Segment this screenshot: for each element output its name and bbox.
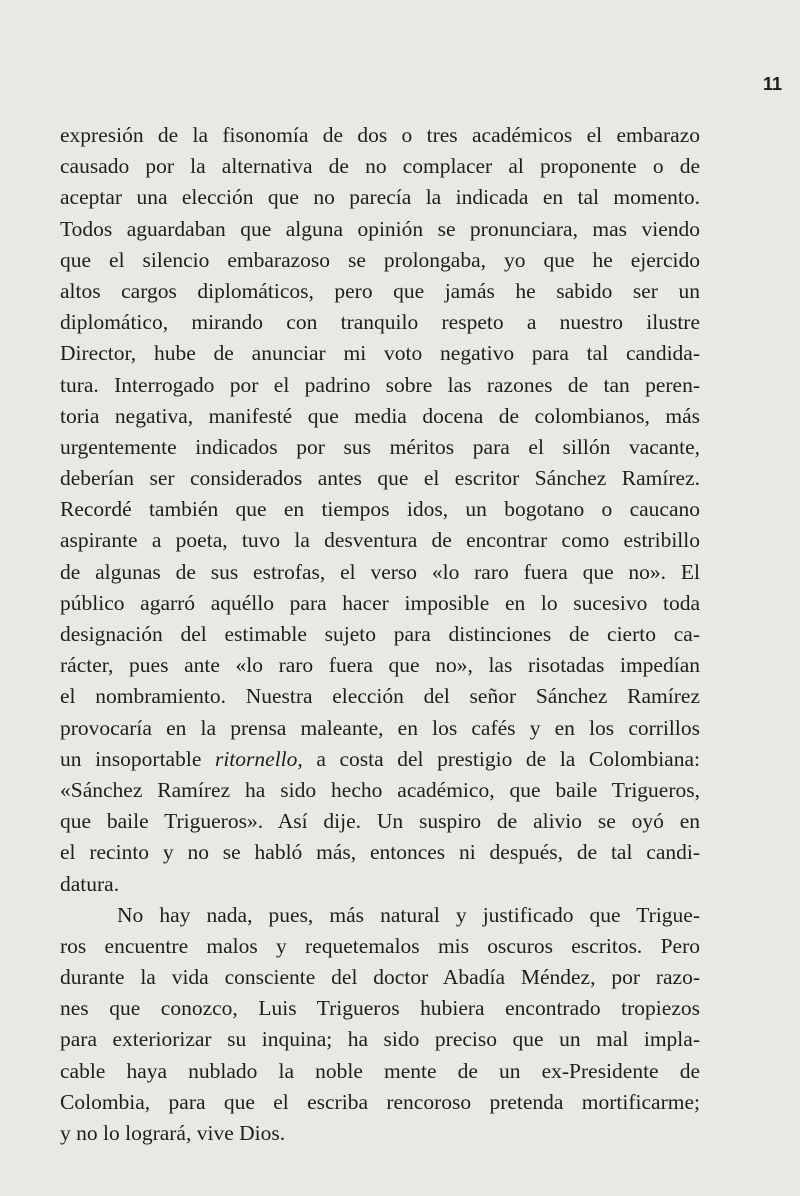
text-line: datura.	[60, 871, 120, 896]
text-line: altos cargos diplomáticos, pero que jamás he sabido ser un	[60, 278, 700, 303]
text-line: cable haya nublado la noble mente de un ex-Presidente de	[60, 1058, 700, 1083]
text-line: ros encuentre malos y requetemalos mis oscuros escritos. Pero	[60, 933, 700, 958]
text-line: el recinto y no se habló más, entonces ni después, de tal candi-	[60, 840, 700, 865]
text-line: toria negativa, manifesté que media docena de colombianos, más	[60, 403, 700, 428]
body-text	[60, 120, 700, 1149]
text-line: aceptar una elección que no parecía la indicada en tal momento.	[60, 185, 700, 210]
text-line: que baile Trigueros». Así dije. Un suspiro de alivio se oyó en	[60, 809, 700, 834]
text-line: nes que conozco, Luis Trigueros hubiera encontrado tropiezos	[60, 996, 700, 1021]
text-line: público agarró aquéllo para hacer imposible en lo sucesivo toda	[60, 590, 700, 615]
text-line: que el silencio embarazoso se prolongaba, yo que he ejercido	[60, 247, 700, 272]
page-number: 11	[762, 74, 782, 94]
text-line: causado por la alternativa de no complacer al proponente o de	[60, 154, 700, 179]
italic-word: ritornello,	[214, 746, 303, 771]
text-line: de algunas de sus estrofas, el verso «lo raro fuera que no». El	[60, 559, 700, 584]
text-line: expresión de la fisonomía de dos o tres académicos el embarazo	[60, 123, 700, 147]
text-line: y no lo logrará, vive Dios.	[60, 1121, 286, 1145]
text-line: Recordé también que en tiempos idos, un bogotano o caucano	[60, 497, 700, 522]
text-line: provocaría en la prensa maleante, en los cafés y en los corrillos	[60, 715, 700, 740]
text-line: urgentemente indicados por sus méritos para el sillón vacante,	[60, 434, 700, 459]
paragraph-1	[60, 120, 700, 900]
text-line: Colombia, para que el escriba rencoroso pretenda mortificarme;	[60, 1089, 700, 1114]
text-line: «Sánchez Ramírez ha sido hecho académico, que baile Trigueros,	[60, 777, 700, 802]
text-line: para exteriorizar su inquina; ha sido preciso que un mal impla-	[60, 1027, 700, 1052]
text-line: deberían ser considerados antes que el escritor Sánchez Ramírez.	[60, 466, 700, 491]
text-line: el nombramiento. Nuestra elección del señor Sánchez Ramírez	[60, 684, 700, 709]
text-line: diplomático, mirando con tranquilo respeto a nuestro ilustre	[60, 310, 700, 335]
paragraph-2	[60, 900, 700, 1150]
text-line: No hay nada, pues, más natural y justificado que Trigue-	[117, 902, 700, 927]
text-line: Director, hube de anunciar mi voto negativo para tal candida-	[60, 341, 700, 366]
text-line: Todos aguardaban que alguna opinión se pronunciara, mas viendo	[60, 216, 700, 241]
text-line: durante la vida consciente del doctor Abadía Méndez, por razo-	[60, 965, 700, 990]
text-line: rácter, pues ante «lo raro fuera que no», las risotadas impedían	[60, 653, 700, 678]
text-line: designación del estimable sujeto para distinciones de cierto ca-	[60, 622, 700, 646]
text-segment: un insoportable	[60, 746, 215, 771]
text-line-with-italic	[60, 744, 700, 775]
text-line: aspirante a poeta, tuvo la desventura de encontrar como estribillo	[60, 528, 700, 553]
text-segment: a costa del prestigio de la Colombiana:	[302, 746, 700, 771]
text-line: tura. Interrogado por el padrino sobre las razones de tan peren-	[60, 372, 700, 397]
